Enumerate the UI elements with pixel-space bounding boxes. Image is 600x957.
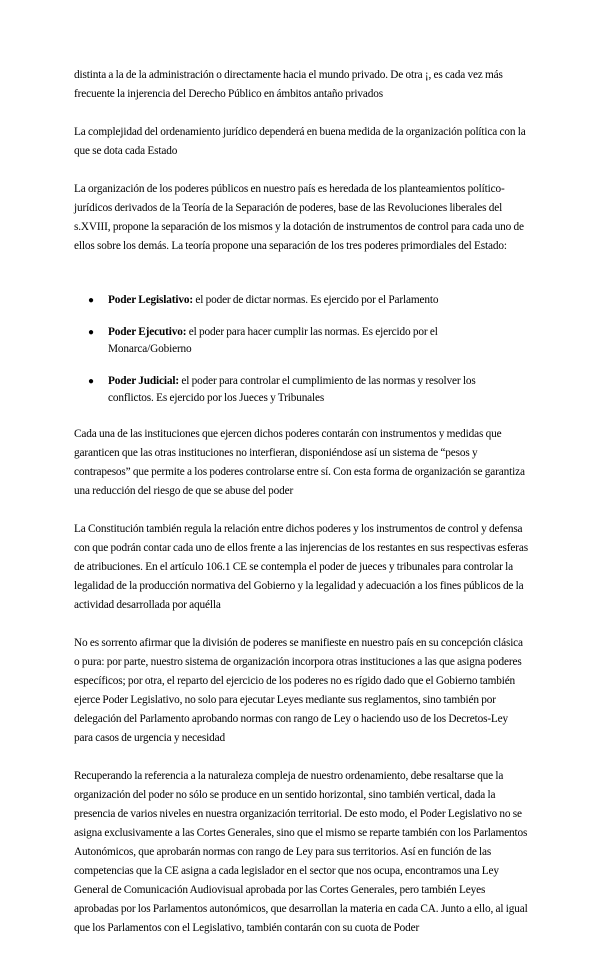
definition-executive: el poder para hacer cumplir las normas. Es ejercido por el Monarca/Gobierno xyxy=(108,326,438,355)
paragraph-constitution-control: La Constitución también regula la relación entre dichos poderes y los instrumentos de control y defensa con que podrán contar cada uno de ellos frente a las injerencias de los restantes en sus respectivas esferas de atribuciones. En el artículo 106.1 CE se contempla el poder de jueces y tribunales para controlar la legalidad de la producción normativa del Gobierno y la legalidad y adecuación a los fines públicos de la actividad desarrollada por aquélla xyxy=(74,523,528,611)
paragraph-checks-and-balances: Cada una de las instituciones que ejercen dichos poderes contarán con instrumentos y medidas que garanticen que las otras instituciones no interfieran, disponiéndose así un sistema de “pesos y contrapesos” que permite a los poderes controlarse entre sí. Con esta forma de organización se garantiza una reducción del riesgo de que se abuse del poder xyxy=(74,428,525,497)
paragraph-legal-complexity: La complejidad del ordenamiento jurídico dependerá en buena medida de la organización política con la que se dota cada Estado xyxy=(74,126,526,157)
term-executive: Poder Ejecutivo: xyxy=(108,326,187,338)
paragraph-division-of-powers: No es sorrento afirmar que la división de poderes se manifieste en nuestro país en su concepción clásica o pura: por parte, nuestro sistema de organización incorpora otras instituciones a las que asigna poderes específicos; por otra, el reparto del ejercicio de los poderes no es rígido dado que el Gobierno también ejerce Poder Legislativo, no solo para ejecutar Leyes mediante sus reglamentos, sino también por delegación del Parlamento aprobando normas con rango de Ley o haciendo uso de los Decretos-Ley para casos de urgencia y necesidad xyxy=(74,637,523,744)
powers-list xyxy=(74,292,528,407)
paragraph-territorial-organization: Recuperando la referencia a la naturaleza compleja de nuestro ordenamiento, debe resaltarse que la organización del poder no sólo se produce en un sentido horizontal, sino también vertical, dada la presencia de varios niveles en nuestra organización territorial. De esto modo, el Poder Legislativo no se asigna exclusivamente a las Cortes Generales, sino que el mismo se reparte también con los Parlamentos Autonómicos, que aprobarán normas con rango de Ley para sus territorios. Así en función de las competencias que la CE asigna a cada legislador en el sector que nos ocupa, encontramos una Ley General de Comunicación Audiovisual aprobada por las Cortes Generales, pero también Leyes aprobadas por los Parlamentos autonómicos, que desarrollan la materia en cada CA. Junto a ello, al igual que los Parlamentos con el Legislativo, también contarán con su cuota de Poder xyxy=(74,770,528,934)
paragraph-separation-of-powers: La organización de los poderes públicos en nuestro país es heredada de los planteamientos político-jurídicos derivados de la Teoría de la Separación de poderes, base de las Revoluciones liberales del s.XVIII, propone la separación de los mismos y la dotación de instrumentos de control para cada uno de ellos sobre los demás. La teoría propone una separación de los tres poderes primordiales del Estado: xyxy=(74,183,524,252)
bullet-icon: ● xyxy=(88,376,94,387)
term-judicial: Poder Judicial: xyxy=(108,375,179,387)
definition-legislative: el poder de dictar normas. Es ejercido por el Parlamento xyxy=(192,294,439,306)
list-item-executive xyxy=(74,324,528,358)
bullet-icon: ● xyxy=(88,295,94,306)
list-item-judicial xyxy=(74,373,528,407)
document-page xyxy=(74,66,528,957)
list-item-legislative xyxy=(74,292,528,309)
definition-judicial: el poder para controlar el cumplimiento de las normas y resolver los conflictos. Es ejercido por los Jueces y Tribunales xyxy=(108,375,476,404)
bullet-icon: ● xyxy=(88,327,94,338)
paragraph-private-law: distinta a la de la administración o directamente hacia el mundo privado. De otra ¡, es cada vez más frecuente la injerencia del Derecho Público en ámbitos antaño privados xyxy=(74,69,503,100)
term-legislative: Poder Legislativo: xyxy=(108,294,193,306)
